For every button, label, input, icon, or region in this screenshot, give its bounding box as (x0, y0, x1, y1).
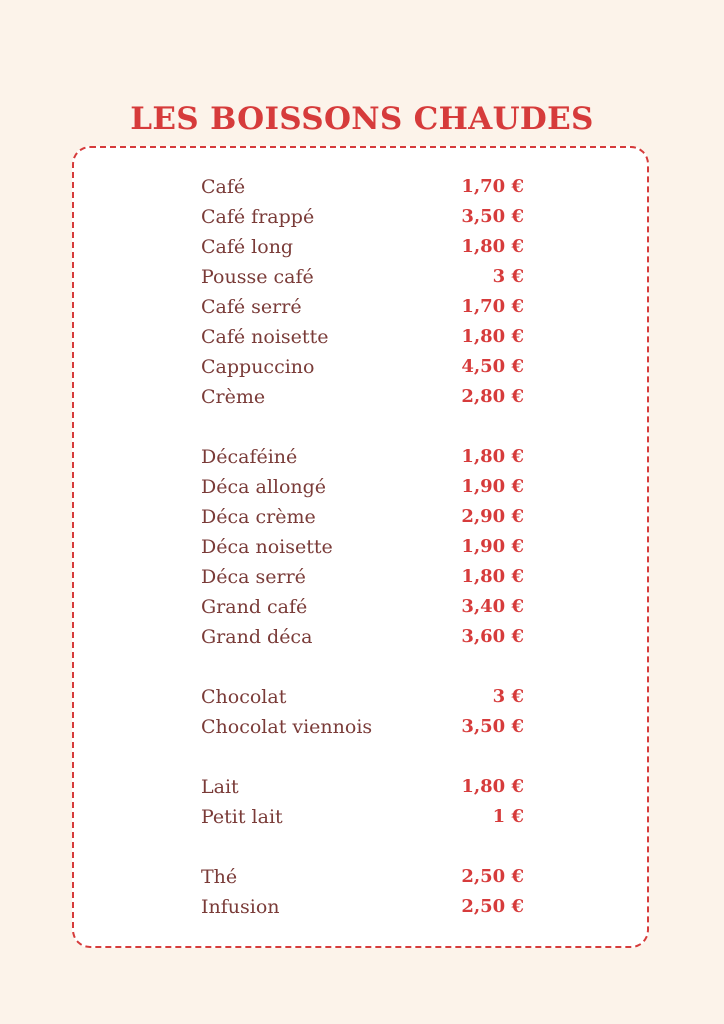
menu-item-row (201, 532, 524, 562)
menu-item-price: 3,50 € (461, 206, 524, 227)
menu-item-name: Déca noisette (201, 536, 333, 558)
menu-item-price: 4,50 € (461, 356, 524, 377)
menu-item-name: Cappuccino (201, 356, 315, 378)
menu-item-row (201, 562, 524, 592)
menu-item-price: 1,80 € (461, 776, 524, 797)
menu-list (201, 172, 524, 952)
menu-item-price: 2,90 € (461, 506, 524, 527)
menu-item-row (201, 322, 524, 352)
menu-item-name: Grand café (201, 596, 308, 618)
menu-item-price: 1,80 € (461, 326, 524, 347)
menu-item-price: 3 € (492, 266, 524, 287)
menu-group (201, 772, 524, 832)
menu-item-row (201, 592, 524, 622)
menu-item-name: Café frappé (201, 206, 315, 228)
menu-item-price: 3 € (492, 686, 524, 707)
menu-item-name: Chocolat (201, 686, 287, 708)
menu-item-name: Déca allongé (201, 476, 327, 498)
menu-item-price: 1,70 € (461, 176, 524, 197)
menu-item-name: Café (201, 176, 246, 198)
menu-item-row (201, 772, 524, 802)
menu-item-row (201, 862, 524, 892)
menu-item-price: 1,70 € (461, 296, 524, 317)
menu-item-name: Déca crème (201, 506, 316, 528)
menu-item-name: Infusion (201, 896, 280, 918)
menu-item-name: Petit lait (201, 806, 283, 828)
menu-group (201, 682, 524, 742)
menu-item-row (201, 622, 524, 652)
menu-item-row (201, 442, 524, 472)
menu-item-price: 2,50 € (461, 896, 524, 917)
menu-group (201, 172, 524, 412)
menu-item-name: Thé (201, 866, 238, 888)
menu-item-row (201, 292, 524, 322)
menu-item-price: 2,80 € (461, 386, 524, 407)
menu-item-row (201, 892, 524, 922)
menu-item-name: Café serré (201, 296, 302, 318)
menu-item-row (201, 352, 524, 382)
menu-item-price: 3,50 € (461, 716, 524, 737)
menu-item-name: Décaféiné (201, 446, 298, 468)
menu-item-price: 1 € (492, 806, 524, 827)
menu-item-price: 1,90 € (461, 476, 524, 497)
menu-group (201, 862, 524, 922)
menu-title: LES BOISSONS CHAUDES (130, 100, 594, 137)
menu-item-row (201, 172, 524, 202)
menu-item-name: Café noisette (201, 326, 329, 348)
menu-group (201, 442, 524, 652)
menu-item-name: Chocolat viennois (201, 716, 373, 738)
menu-item-row (201, 712, 524, 742)
menu-item-row (201, 682, 524, 712)
menu-item-name: Pousse café (201, 266, 314, 288)
menu-item-row (201, 802, 524, 832)
menu-item-row (201, 232, 524, 262)
menu-item-name: Déca serré (201, 566, 306, 588)
menu-item-row (201, 262, 524, 292)
menu-item-row (201, 472, 524, 502)
menu-item-price: 2,50 € (461, 866, 524, 887)
menu-item-name: Café long (201, 236, 294, 258)
menu-item-name: Grand déca (201, 626, 313, 648)
menu-item-name: Lait (201, 776, 239, 798)
menu-item-price: 1,90 € (461, 536, 524, 557)
menu-item-row (201, 382, 524, 412)
menu-item-price: 3,60 € (461, 626, 524, 647)
menu-item-price: 3,40 € (461, 596, 524, 617)
menu-item-row (201, 202, 524, 232)
menu-item-name: Crème (201, 386, 266, 408)
menu-item-price: 1,80 € (461, 236, 524, 257)
menu-item-price: 1,80 € (461, 446, 524, 467)
menu-item-price: 1,80 € (461, 566, 524, 587)
menu-item-row (201, 502, 524, 532)
